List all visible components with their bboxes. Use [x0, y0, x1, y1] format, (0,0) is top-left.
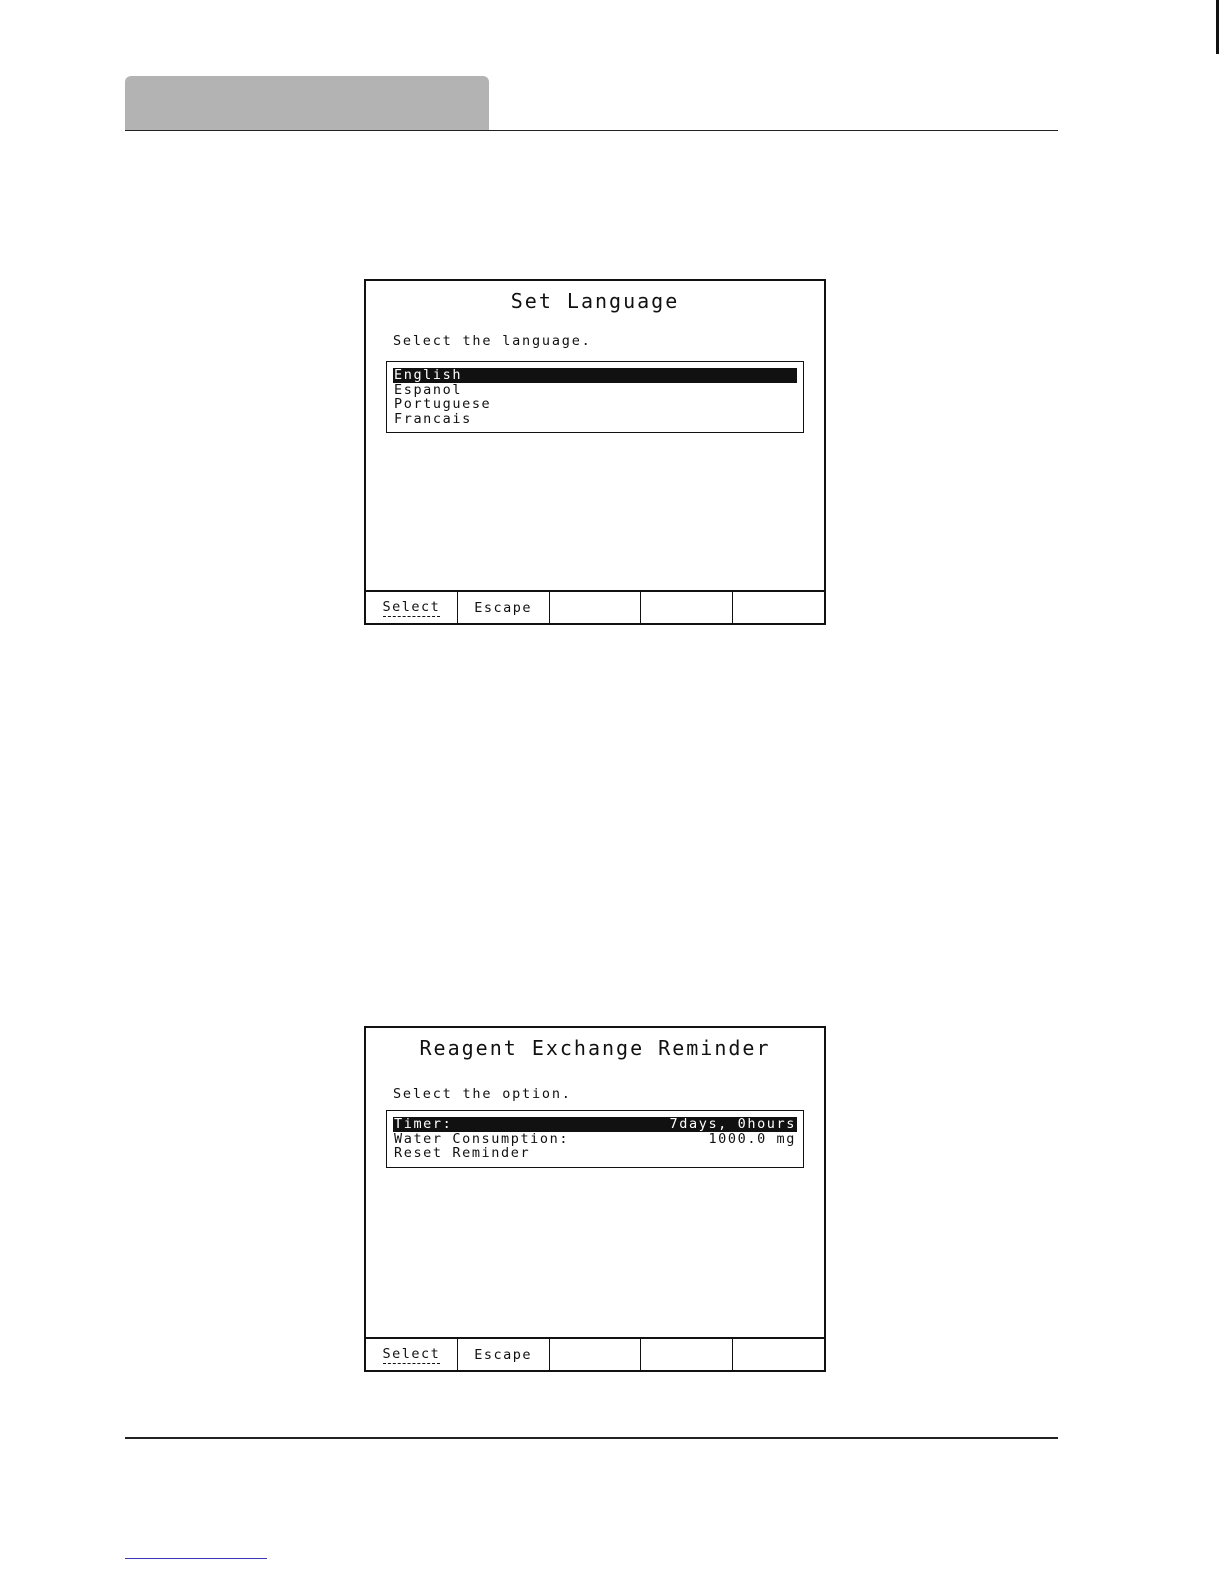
softkey-bar — [366, 1337, 824, 1370]
softkey-4[interactable] — [640, 592, 732, 623]
set-language-screen — [364, 279, 826, 625]
option-list — [386, 1110, 804, 1168]
select-softkey[interactable]: Select — [382, 598, 441, 615]
escape-softkey[interactable]: Escape — [457, 1339, 549, 1370]
softkey-bar — [366, 590, 824, 623]
list-item-francais[interactable]: Francais — [394, 410, 472, 427]
screen-title: Reagent Exchange Reminder — [419, 1036, 771, 1060]
header-tab — [125, 76, 489, 130]
header-rule — [125, 130, 1058, 131]
screen-prompt: Select the option. — [393, 1086, 572, 1102]
list-item-english[interactable]: English — [393, 368, 797, 383]
screen-prompt: Select the language. — [393, 333, 592, 349]
escape-softkey[interactable]: Escape — [457, 592, 549, 623]
list-item-portuguese[interactable]: Portuguese — [394, 396, 492, 413]
select-softkey[interactable]: Select — [382, 1345, 441, 1362]
reagent-reminder-screen — [364, 1026, 826, 1372]
softkey-3[interactable] — [549, 592, 641, 623]
language-list — [386, 361, 804, 433]
screen-title: Set Language — [510, 289, 680, 313]
softkey-3[interactable] — [549, 1339, 641, 1370]
list-item-espanol[interactable]: Espanol — [394, 381, 463, 398]
list-item-reset-reminder[interactable]: Reset Reminder — [394, 1145, 531, 1162]
list-item-timer[interactable]: Timer: 7days, 0hours — [394, 1116, 796, 1132]
list-item-water-consumption[interactable]: Water Consumption: 1000.0 mg — [394, 1130, 796, 1147]
softkey-5[interactable] — [732, 592, 824, 623]
softkey-5[interactable] — [732, 1339, 824, 1370]
page-edge-mark — [1216, 0, 1219, 54]
footer-link-underline — [125, 1558, 267, 1559]
softkey-4[interactable] — [640, 1339, 732, 1370]
footer-rule — [125, 1437, 1058, 1439]
